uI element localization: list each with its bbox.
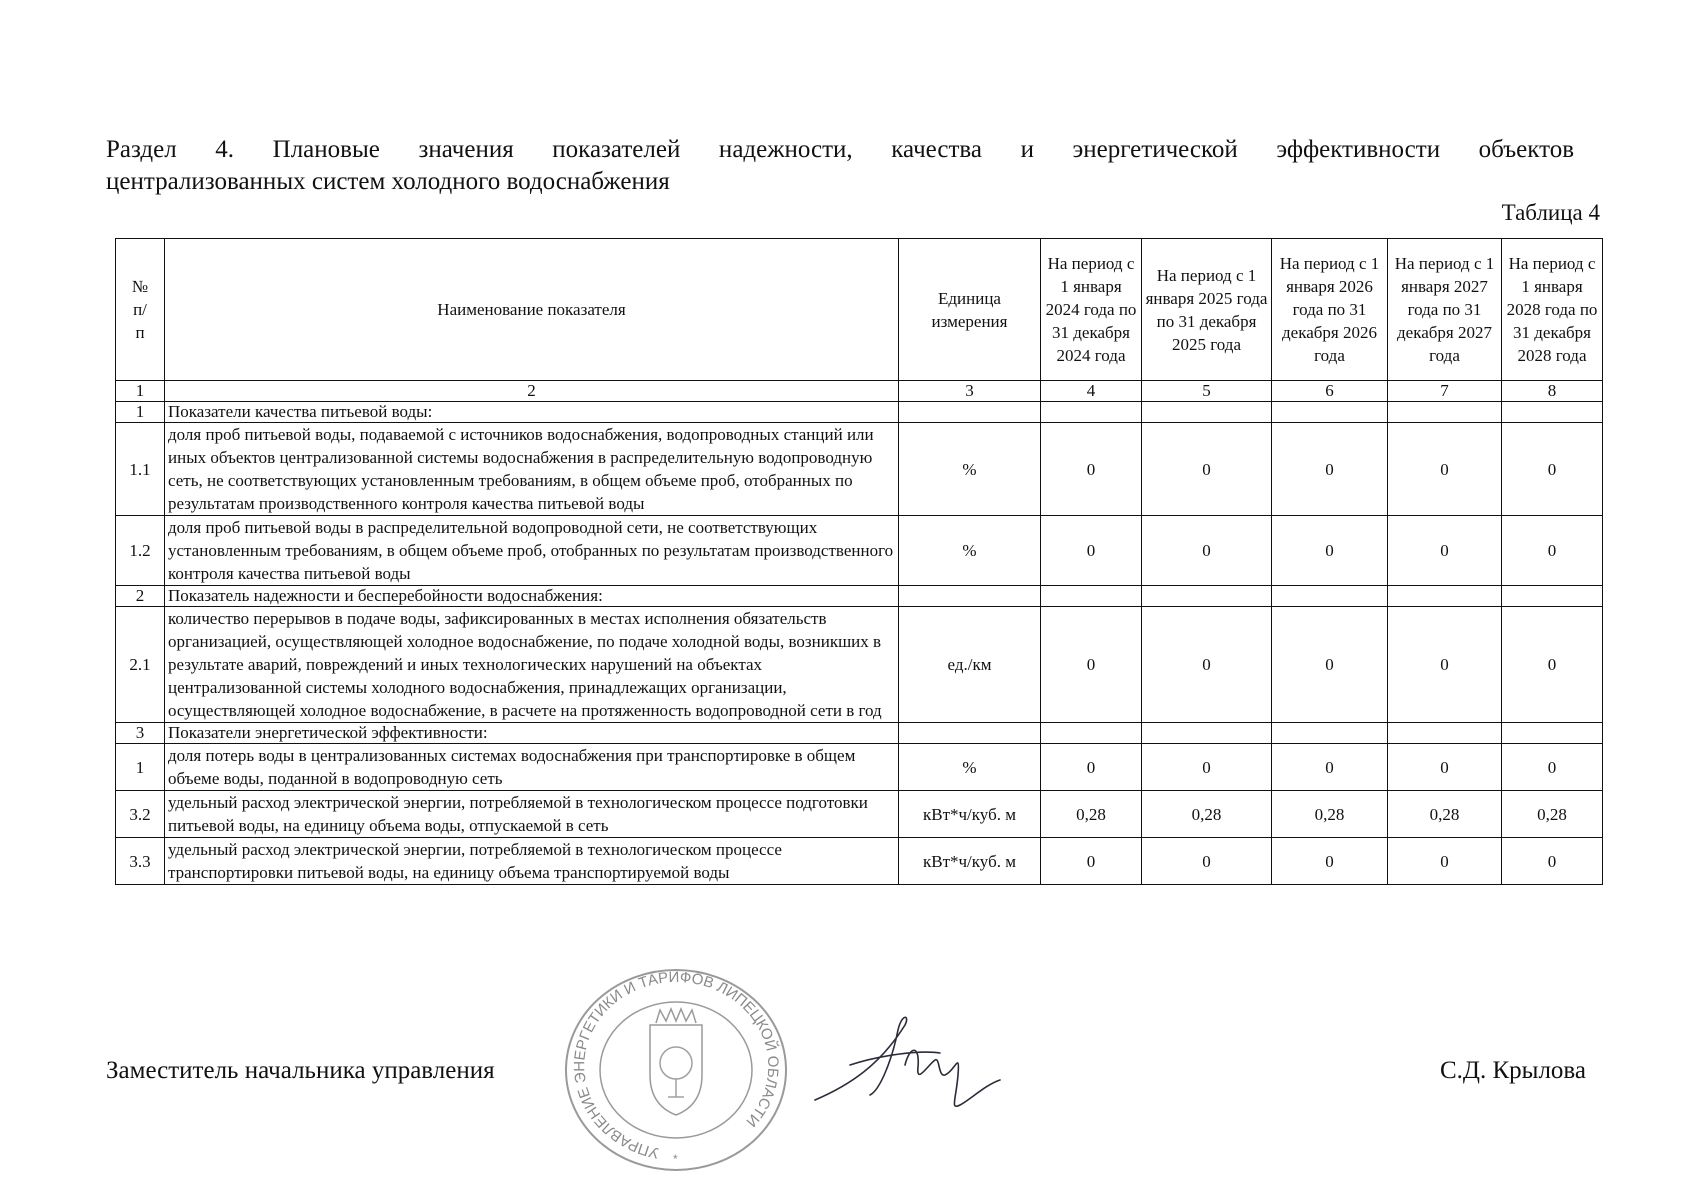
section-title: Показатель надежности и бесперебойности водоснабжения: bbox=[165, 586, 899, 607]
row-num: 2.1 bbox=[116, 607, 165, 723]
header-period-2024: На период с 1 января 2024 года по 31 декабря 2024 года bbox=[1041, 239, 1142, 381]
row-value: 0 bbox=[1272, 744, 1388, 791]
section-row bbox=[116, 723, 1603, 744]
column-index: 6 bbox=[1272, 381, 1388, 402]
table-header-row bbox=[116, 239, 1603, 381]
row-num: 1 bbox=[116, 744, 165, 791]
row-value: 0,28 bbox=[1388, 791, 1502, 838]
column-index: 3 bbox=[899, 381, 1041, 402]
row-unit: % bbox=[899, 516, 1041, 586]
svg-text:*: * bbox=[673, 1152, 678, 1166]
row-value: 0 bbox=[1142, 607, 1272, 723]
row-value: 0 bbox=[1041, 516, 1142, 586]
row-unit: ед./км bbox=[899, 607, 1041, 723]
row-value: 0 bbox=[1041, 838, 1142, 885]
section-heading-line-1: Раздел 4. Плановые значения показателей надежности, качества и энергетической эффективности объектов bbox=[106, 136, 1574, 163]
column-index: 7 bbox=[1388, 381, 1502, 402]
row-num: 3.2 bbox=[116, 791, 165, 838]
row-value: 0 bbox=[1272, 423, 1388, 516]
section-heading-line-2: централизованных систем холодного водоснабжения bbox=[106, 168, 670, 195]
table-row bbox=[116, 423, 1603, 516]
row-name: доля проб питьевой воды, подаваемой с источников водоснабжения, водопроводных станций или иных объектов централизованной системы водоснабжения в распределительную водопроводную сеть, не соответствующих установленным требованиям, в общем объеме проб, отобранных по результатам производственного контроля качества питьевой воды bbox=[165, 423, 899, 516]
row-unit: кВт*ч/куб. м bbox=[899, 791, 1041, 838]
row-value: 0 bbox=[1388, 744, 1502, 791]
header-period-2026: На период с 1 января 2026 года по 31 декабря 2026 года bbox=[1272, 239, 1388, 381]
section-num: 3 bbox=[116, 723, 165, 744]
row-num: 3.3 bbox=[116, 838, 165, 885]
row-unit: % bbox=[899, 744, 1041, 791]
indicators-table bbox=[115, 238, 1603, 885]
section-title: Показатели качества питьевой воды: bbox=[165, 402, 899, 423]
row-value: 0,28 bbox=[1041, 791, 1142, 838]
row-value: 0 bbox=[1142, 516, 1272, 586]
column-index: 4 bbox=[1041, 381, 1142, 402]
section-row bbox=[116, 586, 1603, 607]
row-value: 0,28 bbox=[1142, 791, 1272, 838]
row-value: 0 bbox=[1388, 838, 1502, 885]
row-value: 0,28 bbox=[1272, 791, 1388, 838]
section-num: 2 bbox=[116, 586, 165, 607]
row-value: 0 bbox=[1142, 838, 1272, 885]
header-name: Наименование показателя bbox=[165, 239, 899, 381]
table-row bbox=[116, 516, 1603, 586]
section-heading bbox=[106, 134, 1574, 198]
row-value: 0 bbox=[1388, 423, 1502, 516]
row-value: 0 bbox=[1142, 423, 1272, 516]
column-index-row bbox=[116, 381, 1603, 402]
row-name: удельный расход электрической энергии, потребляемой в технологическом процессе транспортировки питьевой воды, на единицу объема транспортируемой воды bbox=[165, 838, 899, 885]
row-num: 1.2 bbox=[116, 516, 165, 586]
row-value: 0 bbox=[1502, 607, 1603, 723]
row-value: 0 bbox=[1041, 423, 1142, 516]
row-value: 0 bbox=[1272, 516, 1388, 586]
row-value: 0 bbox=[1502, 423, 1603, 516]
row-unit: кВт*ч/куб. м bbox=[899, 838, 1041, 885]
column-index: 8 bbox=[1502, 381, 1603, 402]
column-index: 2 bbox=[165, 381, 899, 402]
row-name: удельный расход электрической энергии, потребляемой в технологическом процессе подготовки питьевой воды, на единицу объема воды, отпускаемой в сеть bbox=[165, 791, 899, 838]
column-index: 5 bbox=[1142, 381, 1272, 402]
table-row bbox=[116, 744, 1603, 791]
section-row bbox=[116, 402, 1603, 423]
row-unit: % bbox=[899, 423, 1041, 516]
section-title: Показатели энергетической эффективности: bbox=[165, 723, 899, 744]
header-period-2027: На период с 1 января 2027 года по 31 декабря 2027 года bbox=[1388, 239, 1502, 381]
column-index: 1 bbox=[116, 381, 165, 402]
table-label: Таблица 4 bbox=[1501, 200, 1600, 225]
table-row bbox=[116, 791, 1603, 838]
row-value: 0 bbox=[1502, 744, 1603, 791]
row-value: 0 bbox=[1388, 607, 1502, 723]
row-num: 1.1 bbox=[116, 423, 165, 516]
row-value: 0 bbox=[1502, 516, 1603, 586]
seal-text: УПРАВЛЕНИЕ ЭНЕРГЕТИКИ И ТАРИФОВ ЛИПЕЦКОЙ ОБЛАСТИ bbox=[571, 968, 782, 1162]
signatory-name: С.Д. Крылова bbox=[1440, 1057, 1586, 1084]
row-name: доля проб питьевой воды в распределительной водопроводной сети, не соответствующих установленным требованиям, в общем объеме проб, отобранных по результатам производственного контроля качества питьевой воды bbox=[165, 516, 899, 586]
table-row bbox=[116, 838, 1603, 885]
row-value: 0,28 bbox=[1502, 791, 1603, 838]
row-value: 0 bbox=[1388, 516, 1502, 586]
handwritten-signature bbox=[810, 1005, 1010, 1115]
row-value: 0 bbox=[1272, 838, 1388, 885]
header-period-2028: На период с 1 января 2028 года по 31 декабря 2028 года bbox=[1502, 239, 1603, 381]
coat-of-arms-icon bbox=[650, 1025, 702, 1115]
row-value: 0 bbox=[1041, 744, 1142, 791]
row-value: 0 bbox=[1142, 744, 1272, 791]
signatory-position: Заместитель начальника управления bbox=[106, 1057, 495, 1084]
header-period-2025: На период с 1 января 2025 года по 31 декабря 2025 года bbox=[1142, 239, 1272, 381]
official-seal bbox=[560, 965, 792, 1175]
row-name: доля потерь воды в централизованных системах водоснабжения при транспортировке в общем объеме воды, поданной в водопроводную сеть bbox=[165, 744, 899, 791]
row-value: 0 bbox=[1041, 607, 1142, 723]
header-unit: Единица измерения bbox=[899, 239, 1041, 381]
row-value: 0 bbox=[1502, 838, 1603, 885]
table-row bbox=[116, 607, 1603, 723]
row-name: количество перерывов в подаче воды, зафиксированных в местах исполнения обязательств организацией, осуществляющей холодное водоснабжение, по подаче холодной воды, возникших в результате аварий, повреждений и иных технологических нарушений на объектах централизованной системы холодного водоснабжения, принадлежащих организации, осуществляющей холодное водоснабжение, в расчете на протяженность водопроводной сети в год bbox=[165, 607, 899, 723]
section-num: 1 bbox=[116, 402, 165, 423]
header-num: № п/ п bbox=[116, 239, 165, 381]
row-value: 0 bbox=[1272, 607, 1388, 723]
